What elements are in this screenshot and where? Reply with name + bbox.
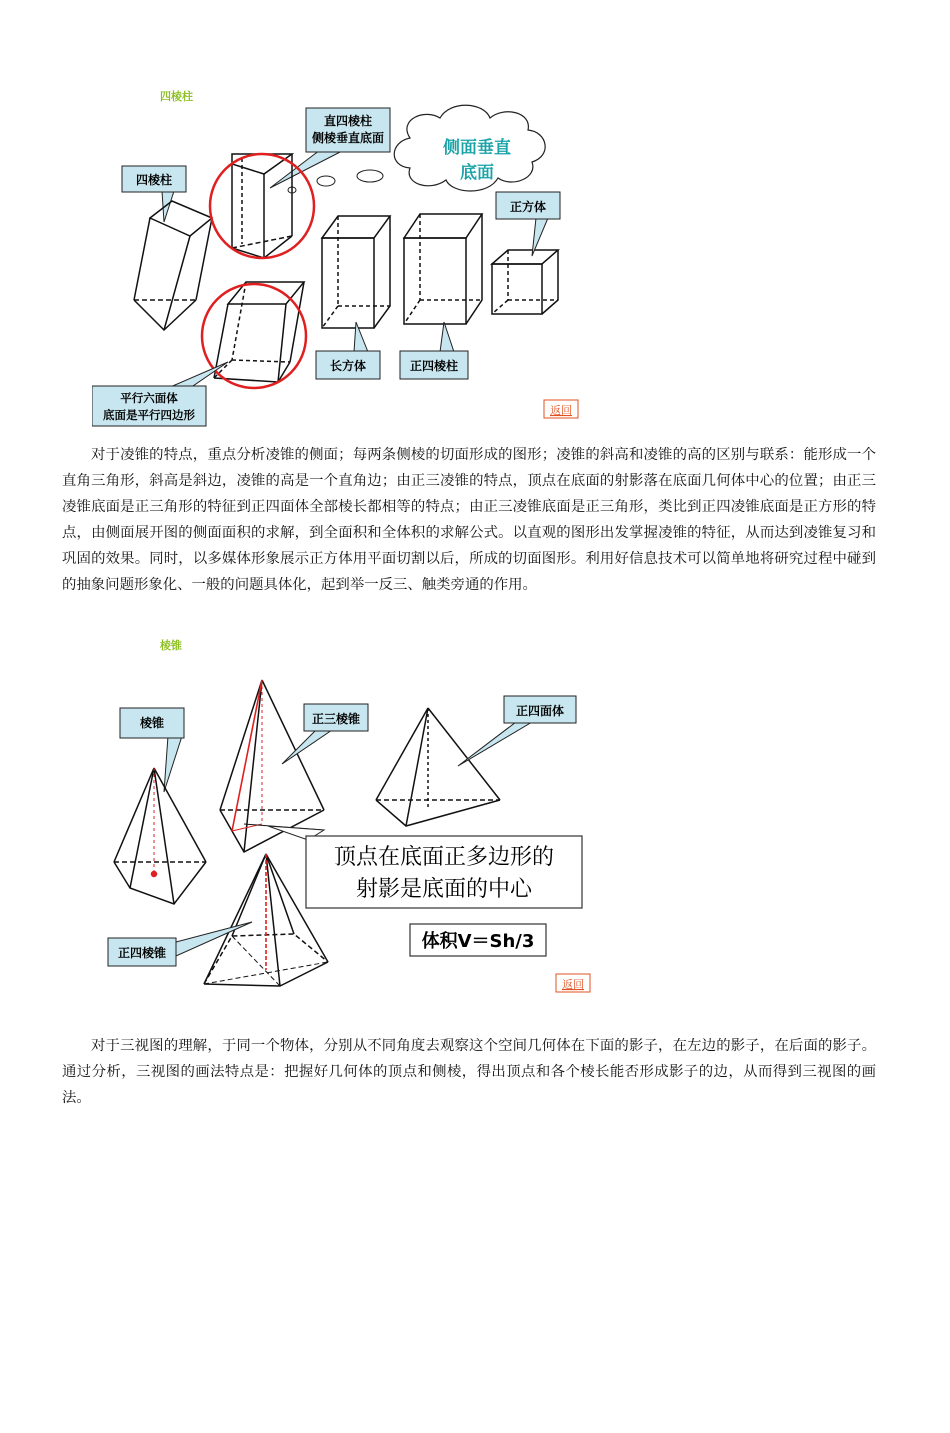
- paragraph-pyramid-features: 对于凌锥的特点，重点分析凌锥的侧面；每两条侧棱的切面形成的图形；凌锥的斜高和凌锥的高的区别与联系：能形成一个直角三角形，斜高是斜边，凌锥的高是一个直角边；由正三凌锥的特点，顶点在底面的射影落在底面几何体中心的位置；由正三凌锥底面是正三角形的特征到正四面体全部棱长都相等的特点；由正三凌锥底面是正三角形，类比到正四凌锥底面是正方形的特点，由侧面展开图的侧面面积的求解，到全面积和全体积的求解公式。以直观的图形出发掌握凌锥的特征，从而达到凌锥复习和巩固的效果。同时，以多媒体形象展示正方体用平面切割以后，所成的切面图形。利用好信息技术可以简单地将研究过程中碰到的抽象问题形象化、一般的问题具体化，起到举一反三、触类旁通的作用。: [62, 447, 876, 593]
- callout-right-prism-line2: 侧棱垂直底面: [311, 131, 385, 145]
- label-cube-text: 正方体: [509, 200, 547, 214]
- label-pyramid-text: 棱锥: [139, 716, 165, 730]
- callout-parallelepiped-line1: 平行六面体: [120, 391, 178, 405]
- paragraph-three-views: 对于三视图的理解，于同一个物体，分别从不同角度去观察这个空间几何体在下面的影子，在左边的影子，在后面的影子。通过分析，三视图的画法特点是：把握好几何体的顶点和侧棱，得出顶点和各个棱长能否形成影子的边，从而得到三视图的画法。: [62, 1038, 876, 1106]
- callout-parallelepiped-line2: 底面是平行四边形: [103, 408, 195, 422]
- label-regular-quad-pyramid-text: 正四棱锥: [117, 946, 167, 960]
- callout-right-prism-line1: 直四棱柱: [323, 114, 373, 128]
- label-cuboid-text: 长方体: [329, 359, 367, 373]
- label-regular-tetrahedron-text: 正四面体: [515, 704, 565, 718]
- back-button[interactable]: [556, 974, 590, 992]
- projection-note-line1: 顶点在底面正多边形的: [333, 845, 555, 870]
- projection-note-line2: 射影是底面的中心: [355, 877, 533, 902]
- pyramid-slide: [92, 616, 604, 1000]
- slide-header: 棱锥: [160, 639, 182, 652]
- cloud-line1: 侧面垂直: [443, 138, 511, 158]
- volume-formula-box: [410, 924, 546, 956]
- prism-slide: [92, 66, 592, 428]
- cloud-line2: 底面: [460, 163, 494, 183]
- label-regular-tri-pyramid-text: 正三棱锥: [311, 712, 361, 726]
- back-button[interactable]: [544, 400, 578, 418]
- label-regular-quad-prism-text: 正四棱柱: [409, 359, 459, 373]
- back-button-label: 返回: [562, 978, 584, 991]
- volume-formula-text: 体积V＝Sh/3: [421, 931, 535, 952]
- projection-note-box: [268, 826, 582, 908]
- label-quad-prism-text: 四棱柱: [135, 173, 173, 187]
- slide-header: 四棱柱: [160, 90, 193, 103]
- back-button-label: 返回: [550, 404, 572, 417]
